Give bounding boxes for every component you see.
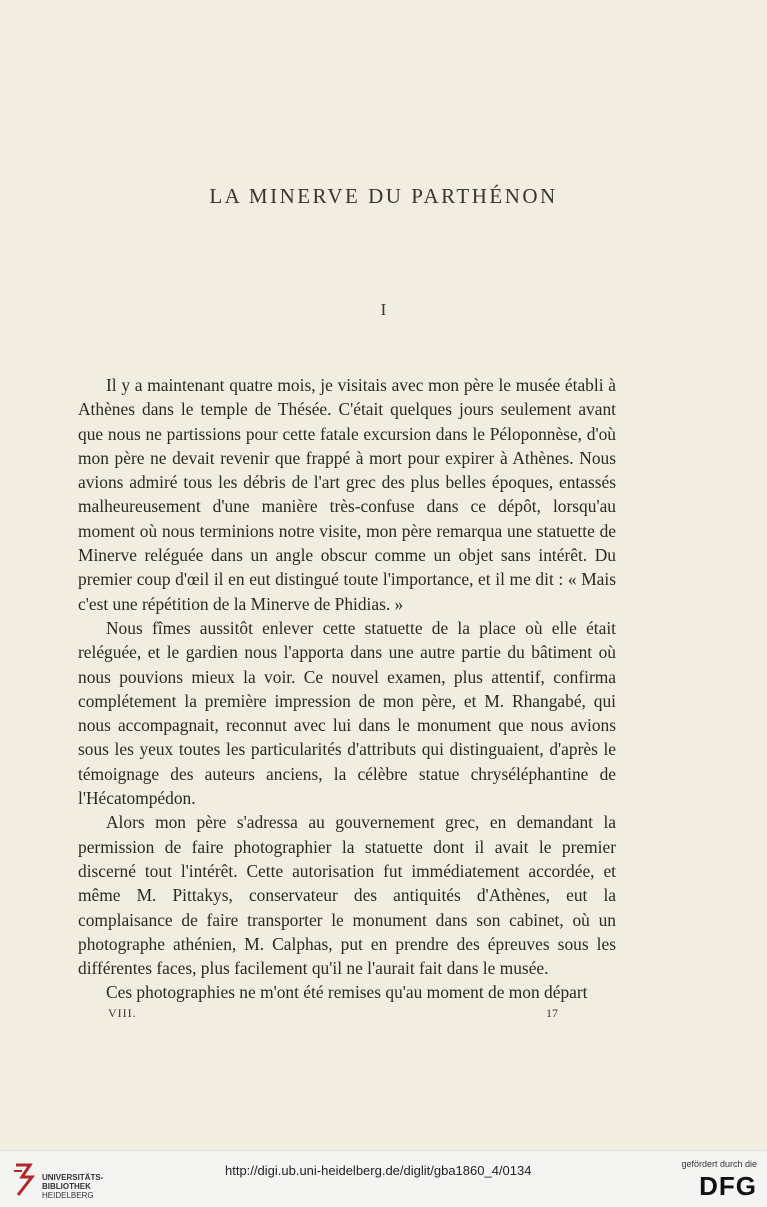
library-emblem-icon xyxy=(10,1161,38,1199)
paragraph: Il y a maintenant quatre mois, je visitais avec mon père le musée établi à Athènes dans le temple de Thésée. C'était quelques jours seulement avant que nous ne partissions pour cette fatale excursion dans le Péloponnèse, d'où mon père ne devait revenir que frappé à mort pour expirer à Athènes. Nous avions admiré tous les débris de l'art grec des plus belles époques, entassés malheureusement d'une manière très-confuse dans ce dépôt, lorsqu'au moment où nous terminions notre visite, mon père remarqua une statuette de Minerve reléguée dans un angle obscur comme un objet sans intérêt. Du premier coup d'œil il en eut distingué toute l'importance, et il me dit : « Mais c'est une répétition de la Minerve de Phidias. » xyxy=(78,375,616,614)
funded-by-label: gefördert durch die xyxy=(681,1159,757,1169)
library-name-line: UNIVERSITÄTS- xyxy=(42,1173,104,1182)
library-name-line: HEIDELBERG xyxy=(42,1191,94,1200)
paragraph: Alors mon père s'adressa au gouvernement grec, en demandant la permission de faire photographier la statuette dont il avait le premier discerné tout l'intérêt. Cette autorisation fut immédiatement accordée, et même M. Pittakys, conservateur des antiquités d'Athènes, eut la complaisance de faire transporter le monument dans son cabinet, où un photographe athénien, M. Calphas, put en prendre des épreuves sous les différentes faces, plus facilement qu'il ne l'aurait fait dans le musée. xyxy=(78,812,616,979)
library-name xyxy=(42,1173,103,1200)
folio-number: 17 xyxy=(546,1006,558,1020)
dfg-logo[interactable]: DFG xyxy=(699,1171,757,1201)
body-text xyxy=(78,373,616,1005)
viewer-footer-bar xyxy=(0,1150,767,1207)
section-number: I xyxy=(380,300,387,319)
paragraph: Ces photographies ne m'ont été remises qu'au moment de mon départ xyxy=(106,982,588,1003)
permalink-url[interactable]: http://digi.ub.uni-heidelberg.de/diglit/gba1860_4/0134 xyxy=(225,1163,532,1178)
library-name-line: BIBLIOTHEK xyxy=(42,1182,91,1191)
page-title: LA MINERVE DU PARTHÉNON xyxy=(209,184,558,208)
signature-mark: VIII. xyxy=(108,1006,137,1020)
page-footer xyxy=(108,1006,568,1022)
library-logo[interactable] xyxy=(10,1161,130,1199)
paragraph: Nous fîmes aussitôt enlever cette statuette de la place où elle était reléguée, et le gardien nous l'apporta dans une autre partie du bâtiment où nous pouvions mieux la voir. Ce nouvel examen, plus attentif, confirma complétement la première impression de mon père, et M. Rhangabé, qui nous accompagnait, reconnut avec lui dans le monument que nous avions sous les yeux toutes les particularités d'attributs qui distinguaient, d'après le témoignage des auteurs anciens, la célèbre statue chryséléphantine de l'Hécatompédon. xyxy=(78,617,616,809)
